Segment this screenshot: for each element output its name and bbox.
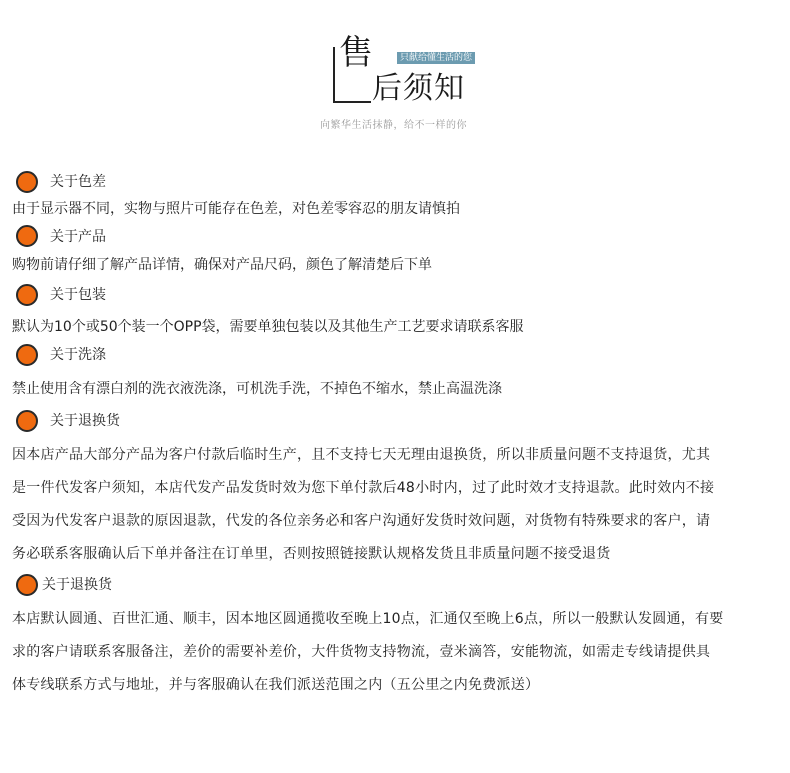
section-title-product: 关于产品 — [50, 229, 106, 245]
section-title-packaging: 关于包装 — [50, 287, 106, 303]
section-bullet-icon — [16, 171, 38, 193]
section-title-returns: 关于退换货 — [50, 413, 120, 429]
section-title-washing: 关于洗涤 — [50, 347, 106, 363]
section-text: 受因为代发客户退款的原因退款，代发的各位亲务必和客户沟通好发货时效问题，对货物有特殊要求的客户，请 — [12, 513, 711, 529]
section-bullet-icon — [16, 225, 38, 247]
section-text: 由于显示器不同，实物与照片可能存在色差，对色差零容忍的朋友请慎拍 — [12, 201, 460, 217]
header-title-first-char: 售 — [339, 33, 373, 73]
header-title-rest: 后须知 — [372, 71, 465, 106]
section-text: 本店默认圆通、百世汇通、顺丰，因本地区圆通揽收至晚上10点，汇通仅至晚上6点，所以一般默认发圆通，有要 — [12, 611, 724, 627]
section-title-color-difference: 关于色差 — [50, 174, 106, 190]
section-text: 求的客户请联系客服备注，差价的需要补差价，大件货物支持物流，壹米滴答，安能物流，如需走专线请提供具 — [12, 644, 711, 660]
section-text: 禁止使用含有漂白剂的洗衣液洗涤，可机洗手洗，不掉色不缩水，禁止高温洗涤 — [12, 381, 502, 397]
header-tag: 只献给懂生活的您 — [397, 52, 475, 64]
section-title-shipping: 关于退换货 — [42, 577, 112, 593]
header-subtitle: 向繁华生活抹静，给不一样的你 — [320, 120, 467, 131]
section-text: 因本店产品大部分产品为客户付款后临时生产，且不支持七天无理由退换货，所以非质量问题不支持退货，尤其 — [12, 447, 711, 463]
header-bracket-bottom — [333, 101, 371, 103]
section-bullet-icon — [16, 574, 38, 596]
section-text: 体专线联系方式与地址，并与客服确认在我们派送范围之内（五公里之内免费派送） — [12, 677, 540, 693]
section-bullet-icon — [16, 410, 38, 432]
section-bullet-icon — [16, 344, 38, 366]
section-text: 默认为10个或50个装一个OPP袋，需要单独包装以及其他生产工艺要求请联系客服 — [12, 319, 524, 335]
section-text: 务必联系客服确认后下单并备注在订单里，否则按照链接默认规格发货且非质量问题不接受退货 — [12, 546, 611, 562]
section-text: 购物前请仔细了解产品详情，确保对产品尺码，颜色了解清楚后下单 — [12, 257, 432, 273]
section-text: 是一件代发客户须知，本店代发产品发货时效为您下单付款后48小时内，过了此时效才支持退款。此时效内不接 — [12, 480, 715, 496]
header-bracket-left — [333, 47, 335, 102]
section-bullet-icon — [16, 284, 38, 306]
